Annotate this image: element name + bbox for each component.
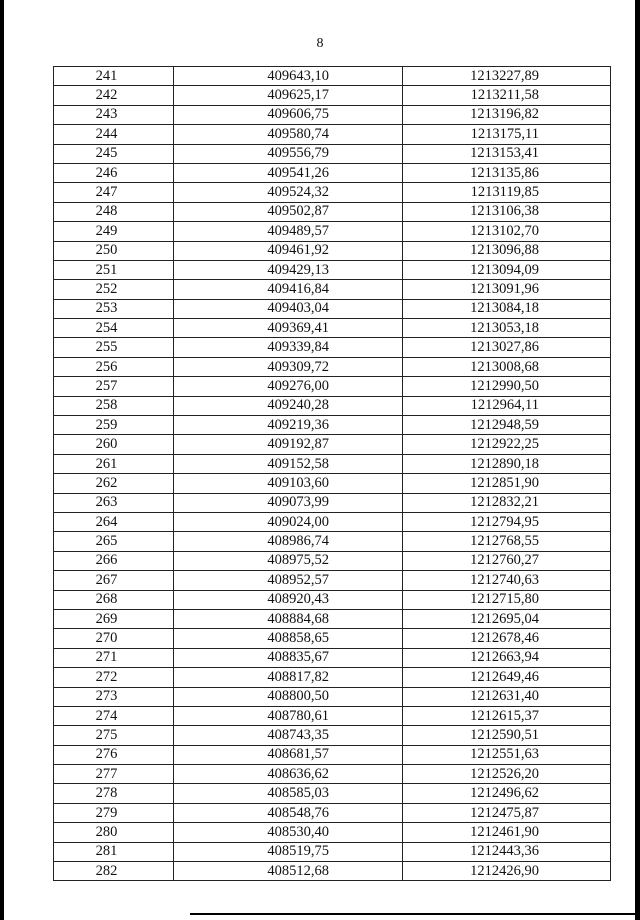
y-coordinate-cell: 1212964,11 [403, 396, 611, 415]
table-row [54, 280, 611, 299]
point-number-cell: 268 [54, 590, 174, 609]
y-coordinate-cell: 1212948,59 [403, 416, 611, 435]
x-coordinate-cell: 408743,35 [174, 726, 403, 745]
point-number-cell: 269 [54, 609, 174, 628]
x-coordinate-cell: 408548,76 [174, 803, 403, 822]
point-number-cell: 275 [54, 726, 174, 745]
x-coordinate-cell: 409403,04 [174, 299, 403, 318]
x-coordinate-cell: 409461,92 [174, 241, 403, 260]
y-coordinate-cell: 1212890,18 [403, 454, 611, 473]
table-row [54, 338, 611, 357]
x-coordinate-cell: 409416,84 [174, 280, 403, 299]
x-coordinate-cell: 409556,79 [174, 144, 403, 163]
x-coordinate-cell: 408780,61 [174, 706, 403, 725]
y-coordinate-cell: 1212663,94 [403, 648, 611, 667]
table-row [54, 260, 611, 279]
y-coordinate-cell: 1213084,18 [403, 299, 611, 318]
y-coordinate-cell: 1212461,90 [403, 823, 611, 842]
point-number-cell: 261 [54, 454, 174, 473]
coordinates-table [53, 66, 611, 881]
point-number-cell: 250 [54, 241, 174, 260]
point-number-cell: 263 [54, 493, 174, 512]
table-row [54, 803, 611, 822]
x-coordinate-cell: 408884,68 [174, 609, 403, 628]
y-coordinate-cell: 1213102,70 [403, 222, 611, 241]
x-coordinate-cell: 409502,87 [174, 202, 403, 221]
table-row [54, 435, 611, 454]
y-coordinate-cell: 1212649,46 [403, 668, 611, 687]
x-coordinate-cell: 408920,43 [174, 590, 403, 609]
x-coordinate-cell: 409541,26 [174, 163, 403, 182]
y-coordinate-cell: 1212475,87 [403, 803, 611, 822]
table-row [54, 396, 611, 415]
point-number-cell: 277 [54, 765, 174, 784]
y-coordinate-cell: 1212551,63 [403, 745, 611, 764]
point-number-cell: 257 [54, 377, 174, 396]
x-coordinate-cell: 409524,32 [174, 183, 403, 202]
x-coordinate-cell: 409489,57 [174, 222, 403, 241]
table-row [54, 765, 611, 784]
x-coordinate-cell: 409103,60 [174, 474, 403, 493]
x-coordinate-cell: 409339,84 [174, 338, 403, 357]
y-coordinate-cell: 1213153,41 [403, 144, 611, 163]
y-coordinate-cell: 1213196,82 [403, 105, 611, 124]
point-number-cell: 278 [54, 784, 174, 803]
point-number-cell: 252 [54, 280, 174, 299]
table-row [54, 571, 611, 590]
table-row [54, 668, 611, 687]
point-number-cell: 258 [54, 396, 174, 415]
x-coordinate-cell: 408512,68 [174, 862, 403, 881]
y-coordinate-cell: 1213135,86 [403, 163, 611, 182]
point-number-cell: 276 [54, 745, 174, 764]
page-number: 8 [316, 36, 324, 51]
x-coordinate-cell: 409625,17 [174, 86, 403, 105]
x-coordinate-cell: 408800,50 [174, 687, 403, 706]
scan-edge-left [0, 0, 4, 920]
point-number-cell: 244 [54, 125, 174, 144]
table-row [54, 745, 611, 764]
y-coordinate-cell: 1213106,38 [403, 202, 611, 221]
x-coordinate-cell: 409276,00 [174, 377, 403, 396]
point-number-cell: 270 [54, 629, 174, 648]
table-row [54, 222, 611, 241]
table-row [54, 416, 611, 435]
y-coordinate-cell: 1213175,11 [403, 125, 611, 144]
x-coordinate-cell: 409192,87 [174, 435, 403, 454]
point-number-cell: 247 [54, 183, 174, 202]
y-coordinate-cell: 1213211,58 [403, 86, 611, 105]
table-row [54, 67, 611, 86]
point-number-cell: 256 [54, 357, 174, 376]
point-number-cell: 266 [54, 551, 174, 570]
table-row [54, 784, 611, 803]
table-row [54, 590, 611, 609]
x-coordinate-cell: 409024,00 [174, 512, 403, 531]
y-coordinate-cell: 1212590,51 [403, 726, 611, 745]
y-coordinate-cell: 1213119,85 [403, 183, 611, 202]
y-coordinate-cell: 1212768,55 [403, 532, 611, 551]
table-row [54, 609, 611, 628]
point-number-cell: 267 [54, 571, 174, 590]
point-number-cell: 251 [54, 260, 174, 279]
y-coordinate-cell: 1213094,09 [403, 260, 611, 279]
y-coordinate-cell: 1212922,25 [403, 435, 611, 454]
table-row [54, 648, 611, 667]
y-coordinate-cell: 1212695,04 [403, 609, 611, 628]
y-coordinate-cell: 1212715,80 [403, 590, 611, 609]
x-coordinate-cell: 408952,57 [174, 571, 403, 590]
table-row [54, 105, 611, 124]
point-number-cell: 259 [54, 416, 174, 435]
table-row [54, 474, 611, 493]
x-coordinate-cell: 409219,36 [174, 416, 403, 435]
x-coordinate-cell: 409240,28 [174, 396, 403, 415]
y-coordinate-cell: 1212794,95 [403, 512, 611, 531]
table-row [54, 454, 611, 473]
point-number-cell: 254 [54, 319, 174, 338]
x-coordinate-cell: 408585,03 [174, 784, 403, 803]
point-number-cell: 280 [54, 823, 174, 842]
point-number-cell: 253 [54, 299, 174, 318]
point-number-cell: 271 [54, 648, 174, 667]
y-coordinate-cell: 1212851,90 [403, 474, 611, 493]
y-coordinate-cell: 1212443,36 [403, 842, 611, 861]
point-number-cell: 272 [54, 668, 174, 687]
point-number-cell: 274 [54, 706, 174, 725]
point-number-cell: 248 [54, 202, 174, 221]
table-row [54, 706, 611, 725]
x-coordinate-cell: 409580,74 [174, 125, 403, 144]
table-row [54, 629, 611, 648]
table-row [54, 125, 611, 144]
table-row [54, 319, 611, 338]
point-number-cell: 255 [54, 338, 174, 357]
table-row [54, 202, 611, 221]
x-coordinate-cell: 409429,13 [174, 260, 403, 279]
point-number-cell: 241 [54, 67, 174, 86]
point-number-cell: 264 [54, 512, 174, 531]
y-coordinate-cell: 1212760,27 [403, 551, 611, 570]
scan-edge-bottom [190, 913, 640, 915]
table-row [54, 842, 611, 861]
table-row [54, 357, 611, 376]
coordinates-table-body [54, 67, 611, 881]
table-row [54, 823, 611, 842]
table-row [54, 512, 611, 531]
x-coordinate-cell: 409643,10 [174, 67, 403, 86]
table-row [54, 241, 611, 260]
table-row [54, 493, 611, 512]
table-row [54, 687, 611, 706]
table-row [54, 377, 611, 396]
y-coordinate-cell: 1212496,62 [403, 784, 611, 803]
point-number-cell: 246 [54, 163, 174, 182]
table-row [54, 299, 611, 318]
point-number-cell: 265 [54, 532, 174, 551]
table-row [54, 144, 611, 163]
y-coordinate-cell: 1213096,88 [403, 241, 611, 260]
y-coordinate-cell: 1212832,21 [403, 493, 611, 512]
x-coordinate-cell: 408858,65 [174, 629, 403, 648]
y-coordinate-cell: 1212631,40 [403, 687, 611, 706]
point-number-cell: 273 [54, 687, 174, 706]
point-number-cell: 281 [54, 842, 174, 861]
point-number-cell: 282 [54, 862, 174, 881]
y-coordinate-cell: 1212990,50 [403, 377, 611, 396]
point-number-cell: 249 [54, 222, 174, 241]
point-number-cell: 242 [54, 86, 174, 105]
x-coordinate-cell: 409606,75 [174, 105, 403, 124]
x-coordinate-cell: 408681,57 [174, 745, 403, 764]
x-coordinate-cell: 409152,58 [174, 454, 403, 473]
y-coordinate-cell: 1213053,18 [403, 319, 611, 338]
x-coordinate-cell: 409369,41 [174, 319, 403, 338]
x-coordinate-cell: 408817,82 [174, 668, 403, 687]
y-coordinate-cell: 1212526,20 [403, 765, 611, 784]
y-coordinate-cell: 1213091,96 [403, 280, 611, 299]
table-row [54, 862, 611, 881]
y-coordinate-cell: 1212615,37 [403, 706, 611, 725]
x-coordinate-cell: 409309,72 [174, 357, 403, 376]
table-row [54, 532, 611, 551]
point-number-cell: 243 [54, 105, 174, 124]
y-coordinate-cell: 1212740,63 [403, 571, 611, 590]
scan-edge-right [635, 0, 640, 920]
x-coordinate-cell: 408530,40 [174, 823, 403, 842]
point-number-cell: 262 [54, 474, 174, 493]
x-coordinate-cell: 408975,52 [174, 551, 403, 570]
x-coordinate-cell: 408835,67 [174, 648, 403, 667]
y-coordinate-cell: 1213008,68 [403, 357, 611, 376]
x-coordinate-cell: 408636,62 [174, 765, 403, 784]
y-coordinate-cell: 1212426,90 [403, 862, 611, 881]
point-number-cell: 279 [54, 803, 174, 822]
table-row [54, 551, 611, 570]
point-number-cell: 245 [54, 144, 174, 163]
x-coordinate-cell: 409073,99 [174, 493, 403, 512]
table-row [54, 183, 611, 202]
y-coordinate-cell: 1213227,89 [403, 67, 611, 86]
x-coordinate-cell: 408519,75 [174, 842, 403, 861]
table-row [54, 163, 611, 182]
table-row [54, 86, 611, 105]
y-coordinate-cell: 1213027,86 [403, 338, 611, 357]
x-coordinate-cell: 408986,74 [174, 532, 403, 551]
point-number-cell: 260 [54, 435, 174, 454]
table-row [54, 726, 611, 745]
y-coordinate-cell: 1212678,46 [403, 629, 611, 648]
